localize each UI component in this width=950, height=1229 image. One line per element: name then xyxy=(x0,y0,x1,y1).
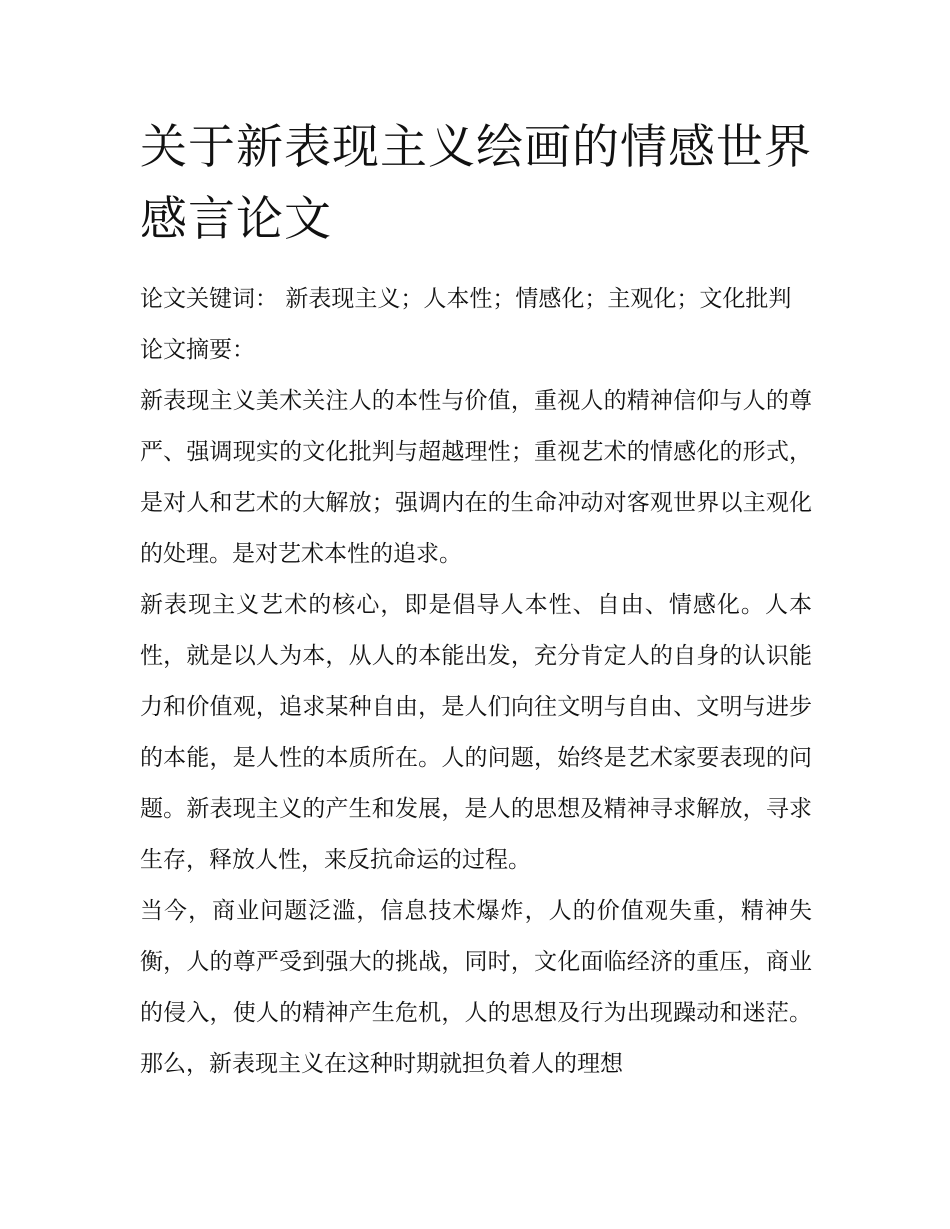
document-title: 关于新表现主义绘画的情感世界感言论文 xyxy=(140,120,812,247)
document-body xyxy=(140,112,812,1090)
paragraph: 新表现主义艺术的核心，即是倡导人本性、自由、情感化。人本性，就是以人为本，从人的本能出发，充分肯定人的自身的认识能力和价值观，追求某种自由，是人们向往文明与自由、文明与进步的本能，是人性的本质所在。人的问题，始终是艺术家要表现的问题。新表现主义的产生和发展，是人的思想及精神寻求解放，寻求生存，释放人性，来反抗命运的过程。 xyxy=(140,592,812,873)
paragraph: 新表现主义美术关注人的本性与价值，重视人的精神信仰与人的尊严、强调现实的文化批判与超越理性；重视艺术的情感化的形式，是对人和艺术的大解放；强调内在的生命冲动对客观世界以主观化的处理。是对艺术本性的追求。 xyxy=(140,388,812,567)
abstract-label: 论文摘要： xyxy=(140,337,255,363)
paragraph: 当今，商业问题泛滥，信息技术爆炸，人的价值观失重，精神失衡，人的尊严受到强大的挑战，同时，文化面临经济的重压，商业的侵入，使人的精神产生危机，人的思想及行为出现躁动和迷茫。那么，新表现主义在这种时期就担负着人的理想 xyxy=(140,898,812,1077)
keywords-label: 论文关键词： xyxy=(140,286,278,312)
keywords-line xyxy=(140,274,812,376)
keywords-text: 新表现主义；人本性；情感化；主观化；文化批判 xyxy=(285,286,792,312)
